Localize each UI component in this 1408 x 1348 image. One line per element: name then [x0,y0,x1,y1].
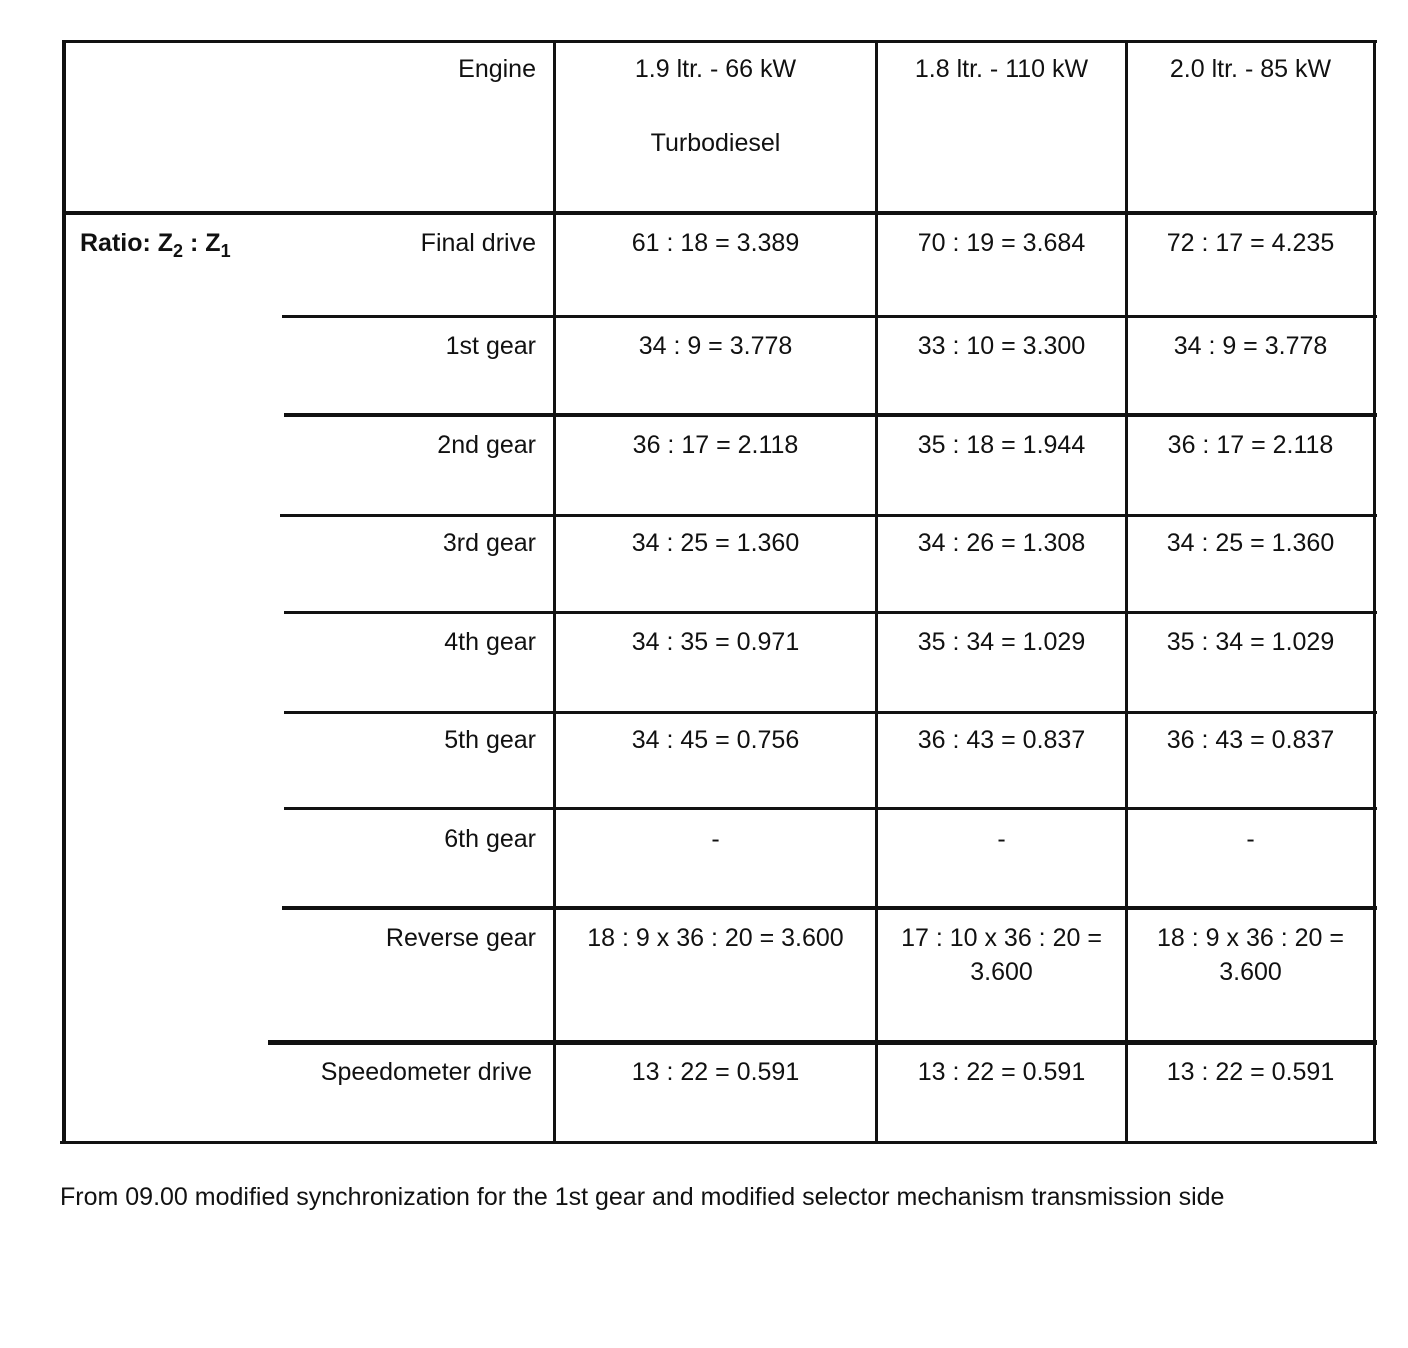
table-cell: 18 : 9 x 36 : 20 = 3.600 [587,924,844,952]
table-cell: 35 : 34 = 1.029 [917,628,1086,656]
table-cell: - [997,825,1006,853]
table-cell: 36 : 43 = 0.837 [917,726,1086,754]
row-divider [282,906,1377,910]
row-label-final-drive: Final drive [420,229,536,257]
column-divider [875,40,878,1144]
row-divider [62,211,1377,215]
engine-name-3: 2.0 ltr. - 85 kW [1169,55,1332,83]
row-label-4th-gear: 4th gear [444,628,536,656]
row-divider [280,514,1377,517]
table-cell: 70 : 19 = 3.684 [917,229,1086,257]
footnote: From 09.00 modified synchronization for the 1st gear and modified selector mechanism transmission side [60,1183,1225,1211]
row-label-5th-gear: 5th gear [444,726,536,754]
table-cell: 36 : 17 = 2.118 [632,431,799,459]
table-cell: 34 : 9 = 3.778 [1173,332,1328,360]
table-border-bottom [60,1141,1377,1144]
table-cell: 34 : 35 = 0.971 [631,628,800,656]
row-label-6th-gear: 6th gear [444,825,536,853]
row-label-1st-gear: 1st gear [445,332,536,360]
table-cell: - [1246,825,1255,853]
table-cell: 17 : 10 x 36 : 20 = 3.600 [901,924,1102,986]
table-cell: 18 : 9 x 36 : 20 = 3.600 [1157,924,1344,986]
column-divider [1125,40,1128,1144]
table-cell: 36 : 43 = 0.837 [1166,726,1335,754]
row-label-2nd-gear: 2nd gear [437,431,536,459]
table-cell: 34 : 25 = 1.360 [631,529,800,557]
ratio-label-prefix: Ratio: Z [80,229,174,257]
table-cell: 34 : 45 = 0.756 [631,726,800,754]
ratio-label-sub-1: 1 [220,241,231,261]
table-cell: 72 : 17 = 4.235 [1166,229,1335,257]
engine-name-2: 1.8 ltr. - 110 kW [914,55,1089,83]
row-divider [284,711,1377,714]
engine-name-1: 1.9 ltr. - 66 kW [634,55,797,83]
row-label-3rd-gear: 3rd gear [442,529,536,557]
table-border-left [62,40,66,1144]
ratio-label-sub-2: 2 [173,241,184,261]
table-cell: 36 : 17 = 2.118 [1167,431,1334,459]
table-cell: 13 : 22 = 0.591 [1166,1058,1335,1086]
table-cell: 35 : 34 = 1.029 [1166,628,1335,656]
row-divider [282,315,1377,318]
table-cell: 13 : 22 = 0.591 [631,1058,800,1086]
table-cell: 34 : 9 = 3.778 [638,332,793,360]
table-border-right [1373,40,1376,1144]
row-divider [268,1040,1377,1045]
table-cell: 13 : 22 = 0.591 [917,1058,1086,1086]
row-divider [284,807,1377,810]
row-label-reverse-gear: Reverse gear [385,924,536,952]
row-divider [284,611,1377,614]
ratio-label [80,226,231,268]
engine-header-label: Engine [458,55,536,83]
table-cell: 34 : 25 = 1.360 [1166,529,1335,557]
row-divider [284,413,1377,417]
ratio-label-mid: : Z [183,229,221,257]
table-cell: 35 : 18 = 1.944 [917,431,1086,459]
row-label-speedometer-drive: Speedometer drive [320,1058,532,1086]
table-cell: 61 : 18 = 3.389 [631,229,800,257]
table-border-top [62,40,1377,43]
table-cell: - [711,825,720,853]
table-cell: 34 : 26 = 1.308 [917,529,1086,557]
table-cell: 33 : 10 = 3.300 [917,332,1086,360]
column-divider [553,40,556,1144]
engine-subtitle-1: Turbodiesel [650,129,781,157]
